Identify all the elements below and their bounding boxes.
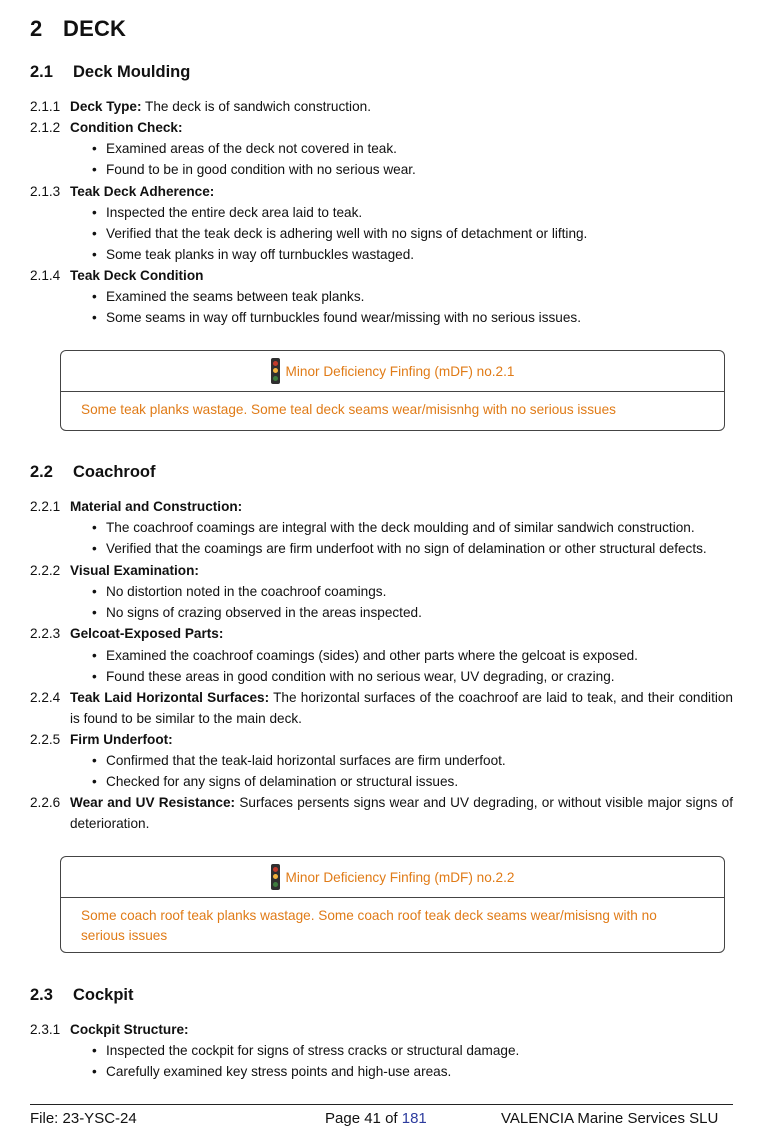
bullet-icon: • (92, 648, 97, 663)
item-text: The horizontal surfaces of the coachroof are laid to teak, and their condition is found to be similar to the main deck. (70, 690, 733, 726)
bullet-text: Found to be in good condition with no serious wear. (106, 162, 416, 177)
bullet-icon: • (92, 162, 97, 177)
bullet-text: Some seams in way off turnbuckles found wear/missing with no serious issues. (106, 310, 581, 325)
list-item (92, 645, 638, 666)
item-visual-examination (30, 560, 199, 581)
bullet-icon: • (92, 1064, 97, 1079)
bullet-icon: • (92, 247, 97, 262)
footer-page-number (325, 1110, 427, 1127)
bullet-icon: • (92, 520, 97, 535)
list-item (92, 286, 364, 307)
bullet-text: Inspected the cockpit for signs of stress cracks or structural damage. (106, 1043, 520, 1058)
item-teak-deck-adherence (30, 181, 214, 202)
item-teak-laid-horizontal (30, 687, 733, 729)
bullet-text: Verified that the teak deck is adhering well with no signs of detachment or lifting. (106, 226, 588, 241)
list-item (92, 517, 695, 538)
footer-divider (30, 1104, 733, 1105)
section-title: DECK (63, 16, 127, 41)
bullet-icon: • (92, 584, 97, 599)
footer-page-label: Page 41 (325, 1110, 381, 1127)
bullet-icon: • (92, 141, 97, 156)
subsection-title: Deck Moulding (73, 63, 191, 81)
bullet-text: Checked for any signs of delamination or structural issues. (106, 774, 459, 789)
item-wear-uv-resistance (30, 792, 733, 834)
item-title: Teak Deck Condition (70, 268, 204, 283)
item-number: 2.1.1 (30, 99, 61, 114)
bullet-icon: • (92, 605, 97, 620)
bullet-icon: • (92, 541, 97, 556)
item-teak-deck-condition (30, 265, 203, 286)
bullet-text: Examined the coachroof coamings (sides) and other parts where the gelcoat is exposed. (106, 648, 638, 663)
item-firm-underfoot (30, 729, 173, 750)
item-deck-type (30, 96, 371, 117)
item-title: Wear and UV Resistance: (70, 795, 236, 810)
bullet-text: Examined areas of the deck not covered in teak. (106, 141, 397, 156)
bullet-text: Carefully examined key stress points and high-use areas. (106, 1064, 452, 1079)
finding-header (61, 351, 724, 392)
finding-header (61, 857, 724, 898)
bullet-icon: • (92, 226, 97, 241)
bullet-text: Inspected the entire deck area laid to teak. (106, 205, 363, 220)
list-item (92, 602, 422, 623)
footer-total-pages[interactable]: 181 (401, 1110, 427, 1127)
bullet-text: Verified that the coamings are firm underfoot with no sign of delamination or other structural defects. (106, 541, 707, 556)
subsection-number: 2.1 (30, 63, 53, 81)
subsection-number: 2.2 (30, 463, 53, 481)
bullet-icon: • (92, 753, 97, 768)
item-title: Firm Underfoot: (70, 732, 173, 747)
list-item (92, 223, 587, 244)
bullet-text: No distortion noted in the coachroof coamings. (106, 584, 387, 599)
subsection-heading-deck-moulding (30, 63, 190, 82)
item-title: Gelcoat-Exposed Parts: (70, 626, 224, 641)
list-item (92, 771, 458, 792)
section-heading (30, 16, 126, 42)
item-number: 2.2.1 (30, 499, 61, 514)
finding-label: Minor Deficiency Finfing (mDF) no.2.2 (285, 869, 515, 885)
traffic-light-icon (271, 864, 280, 890)
item-number: 2.2.5 (30, 732, 61, 747)
list-item (92, 244, 414, 265)
finding-text: Some coach roof teak planks wastage. Some coach roof teak deck seams wear/misisng with no serious issues (81, 908, 657, 943)
traffic-light-icon (271, 358, 280, 384)
footer-company: VALENCIA Marine Services SLU (501, 1110, 719, 1127)
item-title: Material and Construction: (70, 499, 243, 514)
footer-of: of (385, 1110, 398, 1127)
bullet-text: Some teak planks in way off turnbuckles wastaged. (106, 247, 415, 262)
subsection-title: Coachroof (73, 463, 156, 481)
subsection-title: Cockpit (73, 986, 134, 1004)
finding-box-2-1 (60, 350, 725, 431)
section-number: 2 (30, 16, 43, 41)
item-title: Teak Laid Horizontal Surfaces: (70, 690, 270, 705)
bullet-text: Confirmed that the teak-laid horizontal surfaces are firm underfoot. (106, 753, 506, 768)
bullet-text: The coachroof coamings are integral with the deck moulding and of similar sandwich construction. (106, 520, 695, 535)
list-item (92, 581, 386, 602)
list-item (92, 202, 362, 223)
item-condition-check (30, 117, 183, 138)
footer-file: File: 23-YSC-24 (30, 1110, 137, 1127)
item-title: Cockpit Structure: (70, 1022, 189, 1037)
bullet-icon: • (92, 289, 97, 304)
bullet-icon: • (92, 310, 97, 325)
item-title: Teak Deck Adherence: (70, 184, 215, 199)
list-item (92, 159, 416, 180)
subsection-heading-cockpit (30, 986, 134, 1005)
list-item (92, 1061, 451, 1082)
subsection-heading-coachroof (30, 463, 156, 482)
item-number: 2.2.6 (30, 795, 61, 810)
finding-label: Minor Deficiency Finfing (mDF) no.2.1 (285, 363, 515, 379)
bullet-icon: • (92, 1043, 97, 1058)
item-number: 2.2.2 (30, 563, 61, 578)
bullet-text: Examined the seams between teak planks. (106, 289, 365, 304)
bullet-icon: • (92, 669, 97, 684)
bullet-text: Found these areas in good condition with no serious wear, UV degrading, or crazing. (106, 669, 615, 684)
item-cockpit-structure (30, 1019, 189, 1040)
list-item (92, 138, 397, 159)
item-title: Visual Examination: (70, 563, 199, 578)
item-text: The deck is of sandwich construction. (141, 99, 371, 114)
finding-text: Some teak planks wastage. Some teal deck seams wear/misisnhg with no serious issues (81, 402, 616, 417)
item-number: 2.3.1 (30, 1022, 61, 1037)
item-title: Deck Type: (70, 99, 142, 114)
list-item (92, 1040, 519, 1061)
list-item (92, 750, 506, 771)
item-number: 2.2.4 (30, 690, 61, 705)
subsection-number: 2.3 (30, 986, 53, 1004)
item-number: 2.2.3 (30, 626, 61, 641)
bullet-icon: • (92, 774, 97, 789)
item-gelcoat-exposed (30, 623, 223, 644)
item-title: Condition Check: (70, 120, 183, 135)
bullet-icon: • (92, 205, 97, 220)
item-number: 2.1.2 (30, 120, 61, 135)
list-item (92, 538, 707, 559)
finding-box-2-2 (60, 856, 725, 953)
list-item (92, 666, 615, 687)
bullet-text: No signs of crazing observed in the areas inspected. (106, 605, 422, 620)
item-material-construction (30, 496, 242, 517)
list-item (92, 307, 581, 328)
item-number: 2.1.4 (30, 268, 61, 283)
item-number: 2.1.3 (30, 184, 61, 199)
item-text: Surfaces persents signs wear and UV degrading, or without visible major signs of deterioration. (70, 795, 733, 831)
